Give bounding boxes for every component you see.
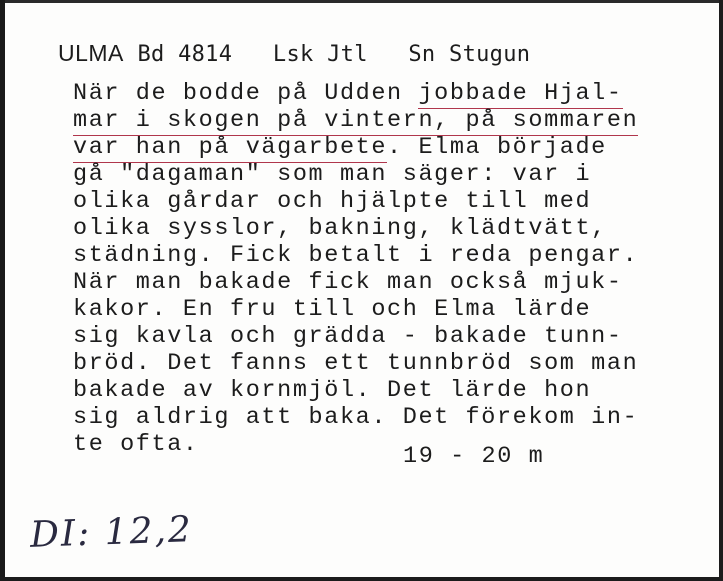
card-edge-left [0,0,5,581]
record-reference: Bd 4814 [137,42,233,67]
card-body-text [73,80,683,458]
card-edge-top [0,0,723,3]
page-reference: 19 - 20 m [403,443,545,470]
text-line: var han på vägarbete. Elma började [73,134,607,161]
text-line: te ofta. [73,431,199,458]
underlined-text: var han på vägarbete [73,134,388,161]
text-line: När man bakade fick man också mjuk- [73,269,623,296]
text-line: bakade av kornmjöl. Det lärde hon [73,377,592,404]
landskap-label: Lsk Jtl [272,42,368,67]
text-line: bröd. Det fanns ett tunnbröd som man [73,350,639,377]
handwritten-annotation: DI: 12,2 [29,509,194,556]
text-line: kakor. En fru till och Elma lärde [73,296,592,323]
card-header [58,40,530,67]
text-line: sig aldrig att baka. Det förekom in- [73,404,639,431]
text-line: gå "dagaman" som man säger: var i [73,161,592,188]
text-line: sig kavla och grädda - bakade tunn- [73,323,623,350]
card-edge-bottom [0,577,723,581]
archive-code: ULMA [58,40,124,66]
text-line: olika gårdar och hjälpte till med [73,188,592,215]
text-line: När de bodde på Udden jobbade Hjal- [73,80,623,107]
underlined-text: mar i skogen på vintern, på sommaren [73,107,639,134]
card-edge-right [719,0,723,581]
text-line [73,107,683,134]
text-line: städning. Fick betalt i reda pengar. [73,242,639,269]
underlined-text: jobbade Hjal- [418,80,623,107]
socken-label: Sn Stugun [408,42,531,67]
text-line: olika sysslor, bakning, klädtvätt, [73,215,607,242]
